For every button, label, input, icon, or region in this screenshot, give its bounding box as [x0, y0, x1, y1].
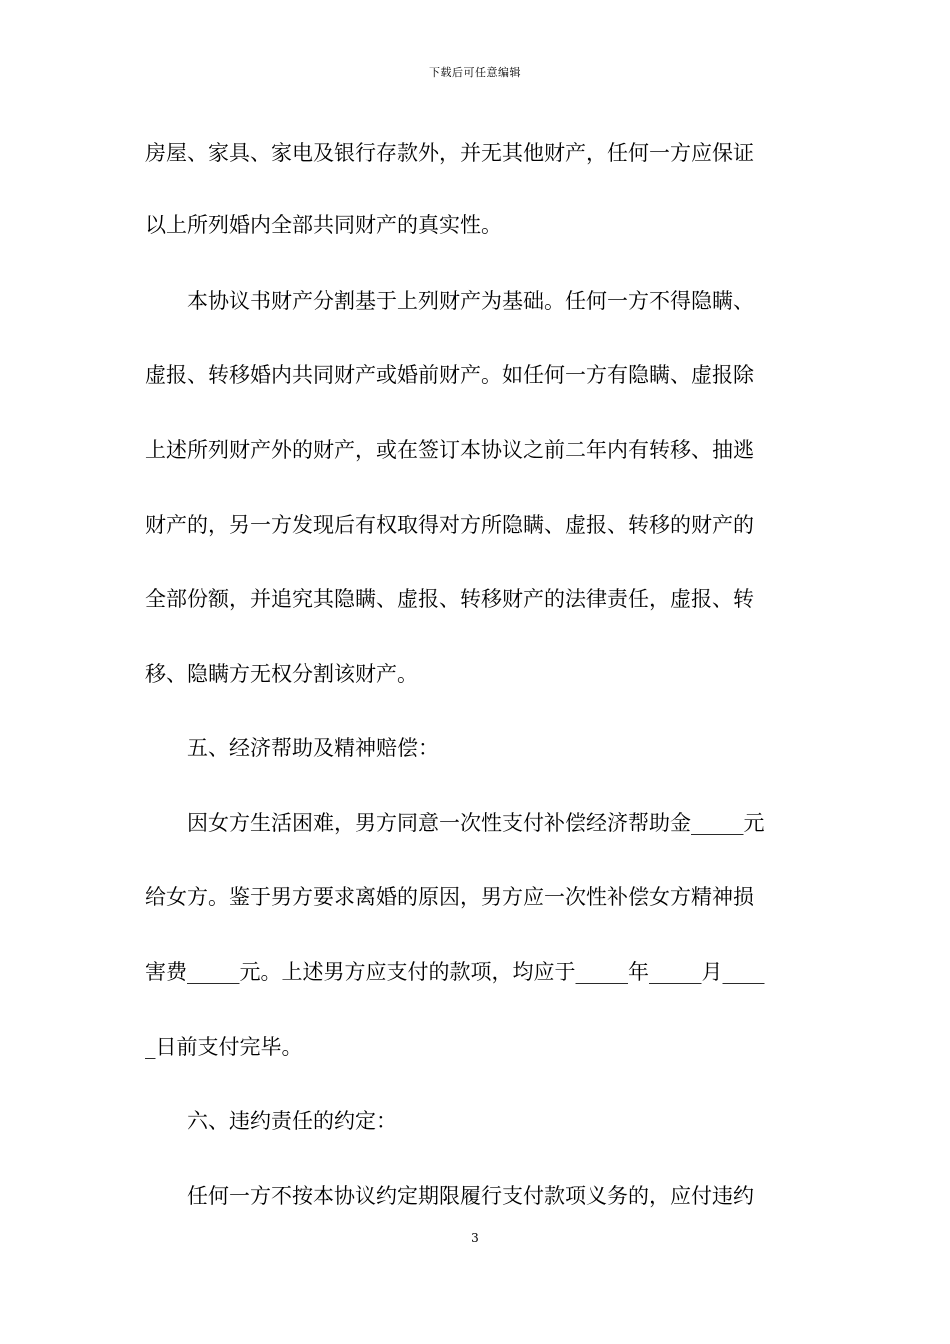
- body-line-4: 虚报、转移婚内共同财产或婚前财产。如任何一方有隐瞒、虚报除: [145, 363, 754, 387]
- section-heading-5: 五、经济帮助及精神赔偿：: [187, 736, 439, 760]
- body-line-8: 移、隐瞒方无权分割该财产。: [145, 662, 418, 686]
- body-line-7: 全部份额，并追究其隐瞒、虚报、转移财产的法律责任，虚报、转: [145, 587, 754, 611]
- body-line-1: 房屋、家具、家电及银行存款外，并无其他财产，任何一方应保证: [145, 141, 754, 165]
- body-line-11: 给女方。鉴于男方要求离婚的原因，男方应一次性补偿女方精神损: [145, 885, 754, 909]
- page-header-note: 下载后可任意编辑: [429, 66, 521, 79]
- body-line-12: 害费_____元。上述男方应支付的款项，均应于_____年_____月____: [145, 960, 765, 984]
- body-line-13: _日前支付完毕。: [145, 1035, 303, 1059]
- body-line-3: 本协议书财产分割基于上列财产为基础。任何一方不得隐瞒、: [187, 289, 754, 313]
- body-line-10: 因女方生活困难，男方同意一次性支付补偿经济帮助金_____元: [187, 811, 765, 835]
- page-number: 3: [471, 1231, 479, 1245]
- body-line-5: 上述所列财产外的财产，或在签订本协议之前二年内有转移、抽逃: [145, 438, 754, 462]
- body-line-6: 财产的，另一方发现后有权取得对方所隐瞒、虚报、转移的财产的: [145, 513, 754, 537]
- body-line-2: 以上所列婚内全部共同财产的真实性。: [145, 213, 502, 237]
- section-heading-6: 六、违约责任的约定：: [187, 1109, 397, 1133]
- body-line-15: 任何一方不按本协议约定期限履行支付款项义务的，应付违约: [187, 1184, 754, 1208]
